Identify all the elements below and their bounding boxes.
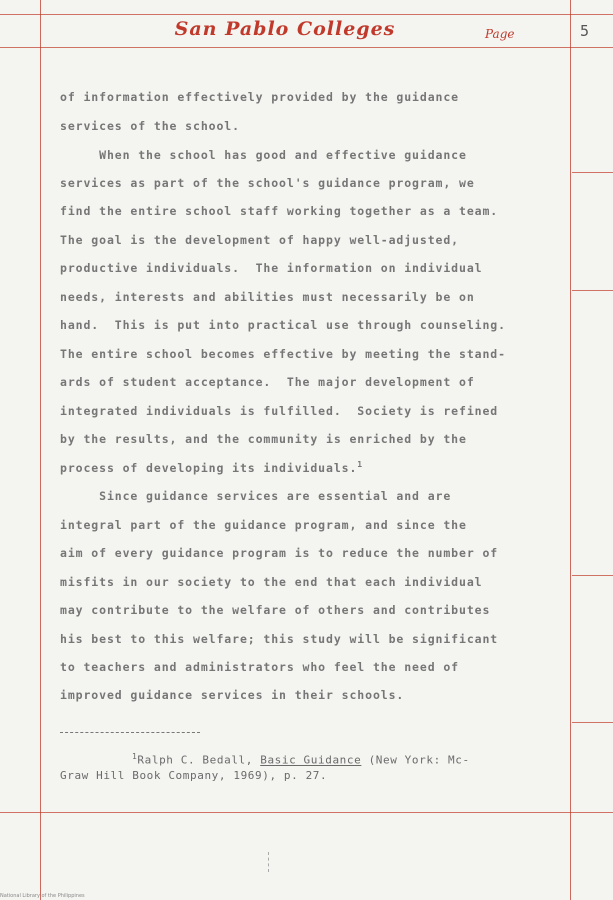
- bottom-rule: [0, 812, 613, 813]
- left-margin-rule: [40, 0, 41, 900]
- page-number: 5: [580, 22, 590, 40]
- body-line-with-footnote: [60, 460, 363, 475]
- archive-stamp: National Library of the Philippines: [0, 893, 85, 899]
- footnote-separator: [60, 732, 200, 733]
- page-label: Page: [485, 27, 515, 41]
- header-top-rule: [0, 14, 613, 15]
- body-line: his best to this welfare; this study will be significant: [60, 632, 499, 646]
- right-margin-rule: [570, 0, 571, 900]
- body-line: productive individuals. The information on individual: [60, 261, 483, 275]
- body-line: to teachers and administrators who feel the need of: [60, 660, 460, 674]
- body-line-text: process of developing its individuals.: [60, 460, 358, 475]
- right-edge-rule-2: [572, 290, 613, 291]
- right-edge-rule-4: [572, 722, 613, 723]
- footnote-line-1: [132, 752, 470, 767]
- fold-mark: [268, 852, 269, 872]
- body-line: of information effectively provided by the guidance: [60, 90, 460, 104]
- body-line: aim of every guidance program is to reduce the number of: [60, 546, 499, 560]
- header-bottom-rule: [0, 47, 613, 48]
- body-line: The entire school becomes effective by meeting the stand-: [60, 347, 506, 361]
- footnote-marker: 1: [132, 752, 138, 761]
- right-edge-rule-1: [572, 172, 613, 173]
- body-line: may contribute to the welfare of others and contributes: [60, 603, 491, 617]
- body-line: When the school has good and effective guidance: [60, 148, 467, 162]
- body-line: improved guidance services in their schools.: [60, 688, 405, 702]
- footnote-line-2: Graw Hill Book Company, 1969), p. 27.: [60, 769, 328, 782]
- body-line: hand. This is put into practical use through counseling.: [60, 318, 506, 332]
- body-line: The goal is the development of happy well-adjusted,: [60, 233, 460, 247]
- body-line: Since guidance services are essential and are: [60, 489, 452, 503]
- body-line: services as part of the school's guidance program, we: [60, 176, 475, 190]
- body-line: ards of student acceptance. The major development of: [60, 375, 475, 389]
- body-line: integral part of the guidance program, and since the: [60, 518, 467, 532]
- body-line: by the results, and the community is enriched by the: [60, 432, 467, 446]
- right-edge-rule-3: [572, 575, 613, 576]
- body-line: needs, interests and abilities must necessarily be on: [60, 290, 475, 304]
- body-line: integrated individuals is fulfilled. Society is refined: [60, 404, 499, 418]
- body-line: services of the school.: [60, 119, 240, 133]
- footnote-reference: 1: [357, 460, 364, 469]
- college-name-heading: San Pablo Colleges: [174, 18, 396, 40]
- body-line: find the entire school staff working together as a team.: [60, 204, 499, 218]
- footnote-book-title: Basic Guidance: [260, 753, 362, 767]
- footnote-author: Ralph C. Bedall,: [137, 753, 261, 767]
- body-line: misfits in our society to the end that each individual: [60, 575, 483, 589]
- footnote-publisher-start: (New York: Mc-: [361, 753, 470, 767]
